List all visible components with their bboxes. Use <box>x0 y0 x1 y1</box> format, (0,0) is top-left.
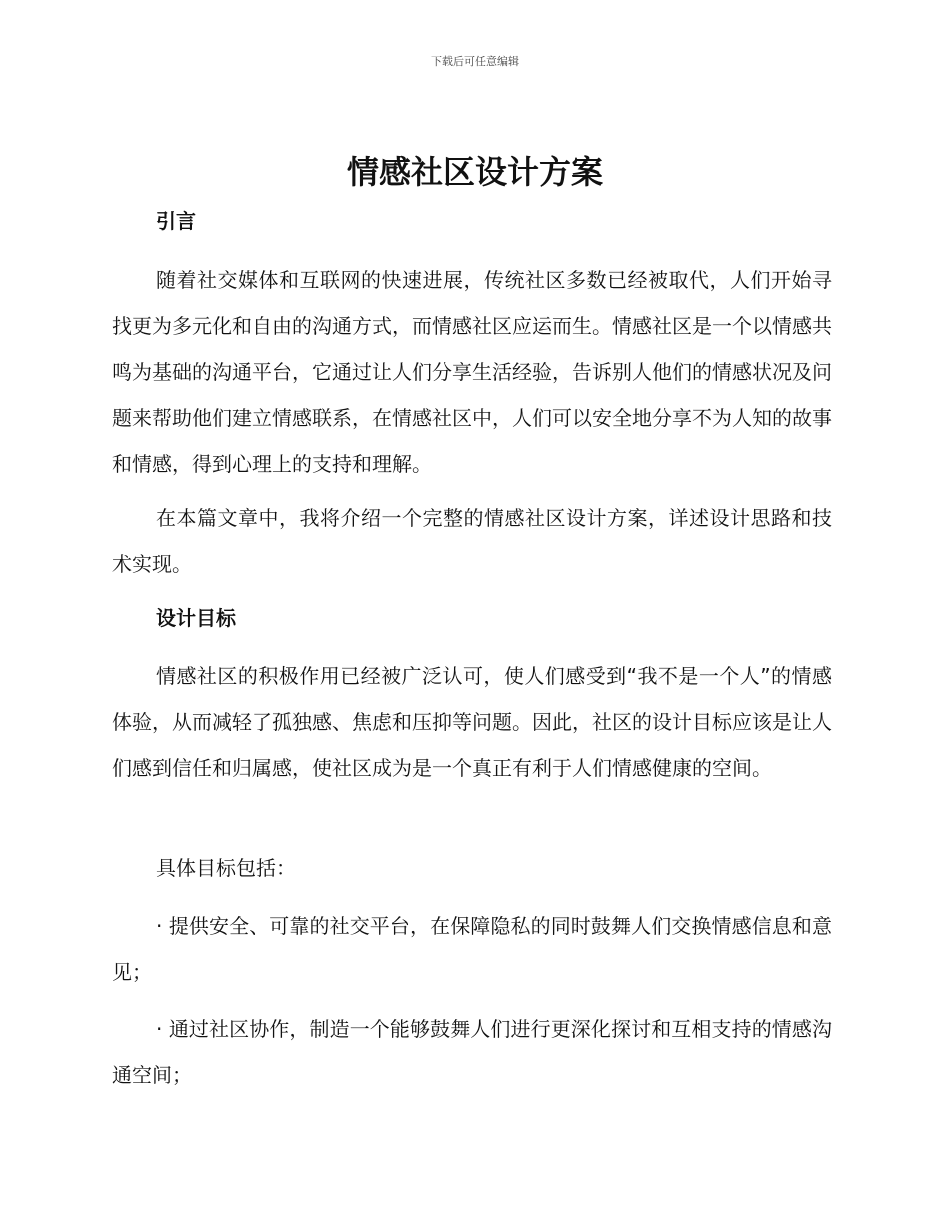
document-title: 情感社区设计方案 <box>346 153 603 191</box>
paragraph-intro-2: 在本篇文章中，我将介绍一个完整的情感社区设计方案，详述设计思路和技术实现。 <box>112 506 832 576</box>
bullet-goal-2: · 通过社区协作，制造一个能够鼓舞人们进行更深化探讨和互相支持的情感沟通空间； <box>112 1017 832 1087</box>
header-note: 下载后可任意编辑 <box>431 55 519 68</box>
paragraph-intro-1: 随着社交媒体和互联网的快速进展，传统社区多数已经被取代，人们开始寻找更为多元化和自由的沟通方式，而情感社区应运而生。情感社区是一个以情感共鸣为基础的沟通平台，它通过让人们分享生活经验，告诉别人他们的情感状况及问题来帮助他们建立情感联系，在情感社区中，人们可以安全地分享不为人知的故事和情感，得到心理上的支持和理解。 <box>112 268 832 476</box>
section-heading-intro: 引言 <box>156 209 196 233</box>
paragraph-goals-1: 情感社区的积极作用已经被广泛认可，使人们感受到“我不是一个人”的情感体验，从而减轻了孤独感、焦虑和压抑等问题。因此，社区的设计目标应该是让人们感到信任和归属感，使社区成为是一个真正有利于人们情感健康的空间。 <box>112 664 832 780</box>
paragraph-goals-intro: 具体目标包括： <box>156 856 296 880</box>
bullet-goal-1: · 提供安全、可靠的社交平台，在保障隐私的同时鼓舞人们交换情感信息和意见； <box>112 914 832 984</box>
section-heading-goals: 设计目标 <box>156 606 236 630</box>
